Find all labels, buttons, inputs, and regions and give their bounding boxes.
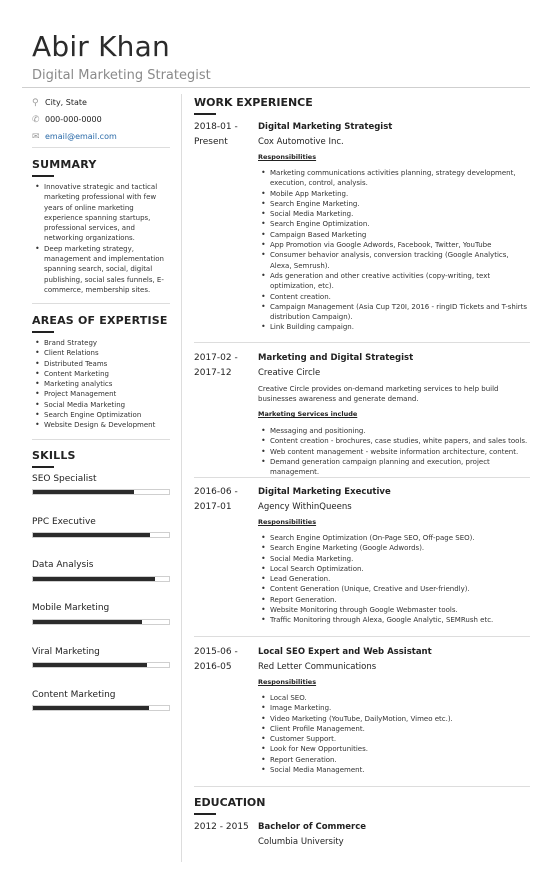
list-item: • Traffic Monitoring through Alexa, Google Analytic, SEMRush etc. (258, 615, 528, 625)
summary-title: SUMMARY (32, 158, 97, 171)
list-item: • Marketing communications activities planning, strategy development, execution, control, analysis. (258, 168, 528, 189)
list-item: • Link Building campaign. (258, 322, 528, 332)
job-date (194, 351, 252, 381)
contact-location (32, 94, 170, 111)
candidate-name: Abir Khan (32, 30, 170, 63)
skill-bar-fill (33, 706, 149, 710)
list-item: • Search Engine Marketing. (258, 199, 528, 209)
job-date-start: 2017-02 - (194, 353, 238, 363)
skill-bar (32, 705, 170, 711)
skills-underline (32, 466, 54, 468)
skill-bar-fill (33, 663, 147, 667)
skills-title: SKILLS (32, 449, 76, 462)
expertise-list (32, 338, 170, 431)
list-item: • Social Media Marketing (32, 400, 170, 410)
job-title: Local SEO Expert and Web Assistant (258, 647, 432, 657)
job-date-end: Present (194, 137, 228, 147)
job-date (194, 645, 252, 675)
job-company: Cox Automotive Inc. (258, 137, 344, 147)
summary-list (32, 182, 170, 295)
sidebar-divider (32, 439, 170, 440)
list-item: • Consumer behavior analysis, conversion tracking (Google Analytics, Alexa, Semrush). (258, 250, 528, 271)
job-date-end: 2017-01 (194, 502, 232, 512)
list-item: • Social Media Marketing. (258, 209, 528, 219)
job-divider (194, 342, 530, 343)
list-item: • Brand Strategy (32, 338, 170, 348)
job-company: Red Letter Communications (258, 662, 377, 672)
list-item: • Deep marketing strategy, management and implementation spanning search, social, digital publishing, social sales funnels, E-commerce, membership sites. (32, 244, 170, 295)
list-item: • Client Relations (32, 348, 170, 358)
job-date (194, 120, 252, 150)
job-date-end: 2017-12 (194, 368, 232, 378)
contact-block (32, 94, 170, 145)
header-divider (22, 87, 530, 88)
job-title: Digital Marketing Executive (258, 487, 391, 497)
list-item: • Content Marketing (32, 369, 170, 379)
job-divider (194, 477, 530, 478)
list-item: • Customer Support. (258, 734, 528, 744)
list-item: • Look for New Opportunities. (258, 744, 528, 754)
list-item: • Campaign Management (Asia Cup T20I, 2016 - ringID Tickets and T-shirts distribution Campaign). (258, 302, 528, 323)
job-responsibilities (258, 693, 528, 775)
education-degree: Bachelor of Commerce (258, 822, 367, 832)
list-item: • Video Marketing (YouTube, DailyMotion, Vimeo etc.). (258, 714, 528, 724)
sidebar-divider (32, 303, 170, 304)
skill-label: SEO Specialist (32, 474, 97, 484)
list-item: • Local SEO. (258, 693, 528, 703)
list-item: • Search Engine Optimization (On-Page SEO, Off-page SEO). (258, 533, 528, 543)
skill-bar (32, 489, 170, 495)
responsibilities-label: Responsibilities (258, 518, 317, 526)
responsibilities-label: Responsibilities (258, 678, 317, 686)
skill-bar-fill (33, 490, 134, 494)
list-item: • Innovative strategic and tactical marketing professional with few years of online marketing experience spanning startups, professional services, and networking organizations. (32, 182, 170, 244)
location-pin-icon: ⚲ (32, 97, 39, 108)
phone-text: 000-000-0000 (45, 115, 102, 124)
education-underline (194, 813, 216, 815)
job-company: Agency WithinQueens (258, 502, 352, 512)
job-date-start: 2015-06 - (194, 647, 238, 657)
job-responsibilities (258, 168, 528, 333)
job-title: Marketing and Digital Strategist (258, 353, 414, 363)
list-item: • Report Generation. (258, 595, 528, 605)
skill-bar (32, 619, 170, 625)
work-title: WORK EXPERIENCE (194, 96, 313, 109)
list-item: • Search Engine Marketing (Google Adwords). (258, 543, 528, 553)
contact-email[interactable] (32, 128, 170, 145)
list-item: • App Promotion via Google Adwords, Facebook, Twitter, YouTube (258, 240, 528, 250)
list-item: • Client Profile Management. (258, 724, 528, 734)
skill-label: Data Analysis (32, 560, 94, 570)
list-item: • Content creation. (258, 292, 528, 302)
job-date (194, 485, 252, 515)
skill-bar (32, 532, 170, 538)
skill-bar (32, 576, 170, 582)
list-item: • Report Generation. (258, 755, 528, 765)
education-school: Columbia University (258, 837, 344, 847)
section-divider (194, 786, 530, 787)
column-divider (181, 94, 182, 862)
sidebar-divider (32, 147, 170, 148)
list-item: • Social Media Marketing. (258, 554, 528, 564)
list-item: • Image Marketing. (258, 703, 528, 713)
list-item: • Social Media Management. (258, 765, 528, 775)
skill-label: Mobile Marketing (32, 603, 110, 613)
job-responsibilities (258, 426, 528, 477)
education-date: 2012 - 2015 (194, 822, 249, 832)
skill-label: PPC Executive (32, 517, 96, 527)
education-title: EDUCATION (194, 796, 266, 809)
job-date-start: 2016-06 - (194, 487, 238, 497)
job-date-start: 2018-01 - (194, 122, 238, 132)
list-item: • Lead Generation. (258, 574, 528, 584)
contact-phone (32, 111, 170, 128)
list-item: • Search Engine Optimization (32, 410, 170, 420)
list-item: • Content creation - brochures, case studies, white papers, and sales tools. (258, 436, 528, 446)
candidate-subtitle: Digital Marketing Strategist (32, 68, 211, 83)
list-item: • Messaging and positioning. (258, 426, 528, 436)
email-link[interactable]: email@email.com (45, 132, 117, 141)
expertise-title: AREAS OF EXPERTISE (32, 314, 168, 327)
location-text: City, State (45, 98, 87, 107)
expertise-underline (32, 331, 54, 333)
skill-bar-fill (33, 620, 142, 624)
list-item: • Mobile App Marketing. (258, 189, 528, 199)
list-item: • Campaign Based Marketing (258, 230, 528, 240)
job-date-end: 2016-05 (194, 662, 232, 672)
phone-icon: ✆ (32, 114, 40, 125)
skill-bar (32, 662, 170, 668)
list-item: • Ads generation and other creative activities (copy-writing, text optimization, etc). (258, 271, 528, 292)
responsibilities-label: Marketing Services include (258, 410, 358, 418)
skill-bar-fill (33, 533, 150, 537)
job-title: Digital Marketing Strategist (258, 122, 393, 132)
job-responsibilities (258, 533, 528, 626)
skill-bar-fill (33, 577, 155, 581)
summary-underline (32, 175, 54, 177)
list-item: • Project Management (32, 389, 170, 399)
list-item: • Search Engine Optimization. (258, 219, 528, 229)
skill-label: Content Marketing (32, 690, 116, 700)
list-item: • Website Design & Development (32, 420, 170, 430)
envelope-icon: ✉ (32, 131, 40, 142)
list-item: • Web content management - website information architecture, content. (258, 447, 528, 457)
skill-label: Viral Marketing (32, 647, 100, 657)
responsibilities-label: Responsibilities (258, 153, 317, 161)
work-underline (194, 113, 216, 115)
job-description: Creative Circle provides on-demand marketing services to help build businesses awareness and generate demand. (258, 385, 499, 404)
list-item: • Demand generation campaign planning and execution, project management. (258, 457, 528, 478)
list-item: • Distributed Teams (32, 359, 170, 369)
list-item: • Website Monitoring through Google Webmaster tools. (258, 605, 528, 615)
job-divider (194, 636, 530, 637)
job-company: Creative Circle (258, 368, 321, 378)
list-item: • Content Generation (Unique, Creative and User-friendly). (258, 584, 528, 594)
list-item: • Local Search Optimization. (258, 564, 528, 574)
list-item: • Marketing analytics (32, 379, 170, 389)
